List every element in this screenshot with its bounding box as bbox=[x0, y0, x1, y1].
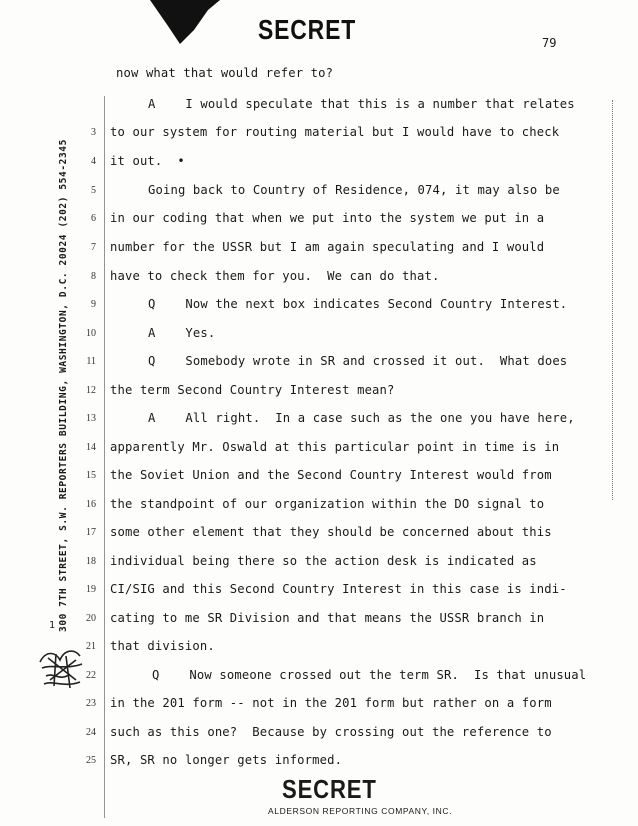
transcript-line: A All right. In a case such as the one you have here, bbox=[148, 411, 575, 425]
transcript-line: that division. bbox=[110, 639, 215, 653]
line-number: 22 bbox=[86, 670, 96, 681]
transcript-line: A I would speculate that this is a number that relates bbox=[148, 97, 575, 111]
line-number: 8 bbox=[91, 271, 96, 282]
left-margin-rule bbox=[104, 96, 105, 818]
handwritten-signature-stamp bbox=[36, 646, 88, 692]
line-number: 24 bbox=[86, 727, 96, 738]
transcript-line: in our coding that when we put into the system we put in a bbox=[110, 211, 545, 225]
line-number: 5 bbox=[91, 185, 96, 196]
transcript-line: the term Second Country Interest mean? bbox=[110, 383, 395, 397]
line-number: 7 bbox=[91, 242, 96, 253]
side-tick: 1 bbox=[49, 620, 56, 631]
transcript-line: Q Now the next box indicates Second Country Interest. bbox=[148, 297, 568, 311]
reporter-address: 300 7TH STREET, S.W. REPORTERS BUILDING, WASHINGTON, D.C. 20024 (202) 554-2345 bbox=[58, 139, 69, 632]
classification-header: SECRET bbox=[258, 14, 357, 45]
line-number: 11 bbox=[86, 356, 96, 367]
line-number: 4 bbox=[91, 156, 96, 167]
transcript-line: some other element that they should be concerned about this bbox=[110, 525, 552, 539]
page-number: 79 bbox=[542, 36, 557, 50]
transcript-line: Going back to Country of Residence, 074, it may also be bbox=[148, 183, 560, 197]
transcript-line: the standpoint of our organization within the DO signal to bbox=[110, 497, 545, 511]
line-number: 14 bbox=[86, 442, 96, 453]
reporting-company: ALDERSON REPORTING COMPANY, INC. bbox=[268, 806, 453, 816]
transcript-line: Q Somebody wrote in SR and crossed it out. What does bbox=[148, 354, 568, 368]
line-number: 12 bbox=[86, 385, 96, 396]
line-number: 19 bbox=[86, 584, 96, 595]
torn-corner-mark bbox=[150, 0, 240, 46]
line-number: 21 bbox=[86, 641, 96, 652]
transcript-line: apparently Mr. Oswald at this particular point in time is in bbox=[110, 440, 560, 454]
right-margin-rule bbox=[612, 100, 614, 500]
line-number: 15 bbox=[86, 470, 96, 481]
transcript-line: cating to me SR Division and that means the USSR branch in bbox=[110, 611, 545, 625]
line-number: 3 bbox=[91, 127, 96, 138]
line-number: 23 bbox=[86, 698, 96, 709]
transcript-line: SR, SR no longer gets informed. bbox=[110, 753, 343, 767]
transcript-line: to our system for routing material but I would have to check bbox=[110, 125, 560, 139]
line-number: 10 bbox=[86, 328, 96, 339]
transcript-line: the Soviet Union and the Second Country Interest would from bbox=[110, 468, 552, 482]
transcript-line: in the 201 form -- not in the 201 form but rather on a form bbox=[110, 696, 552, 710]
line-number: 17 bbox=[86, 527, 96, 538]
line-number: 18 bbox=[86, 556, 96, 567]
line-number: 6 bbox=[91, 213, 96, 224]
transcript-line: individual being there so the action desk is indicated as bbox=[110, 554, 537, 568]
transcript-line: have to check them for you. We can do that. bbox=[110, 269, 440, 283]
line-number: 9 bbox=[91, 299, 96, 310]
transcript-line: Q Now someone crossed out the term SR. Is that unusual bbox=[152, 668, 587, 682]
transcript-line: CI/SIG and this Second Country Interest in this case is indi- bbox=[110, 582, 567, 596]
transcript-line: such as this one? Because by crossing out the reference to bbox=[110, 725, 552, 739]
transcript-line: it out. • bbox=[110, 154, 185, 168]
line-number: 13 bbox=[86, 413, 96, 424]
line-number: 25 bbox=[86, 755, 96, 766]
line-number: 16 bbox=[86, 499, 96, 510]
line-number: 20 bbox=[86, 613, 96, 624]
classification-footer: SECRET bbox=[282, 774, 377, 804]
transcript-line: A Yes. bbox=[148, 326, 216, 340]
transcript-line: number for the USSR but I am again speculating and I would bbox=[110, 240, 545, 254]
transcript-line: now what that would refer to? bbox=[116, 66, 334, 80]
